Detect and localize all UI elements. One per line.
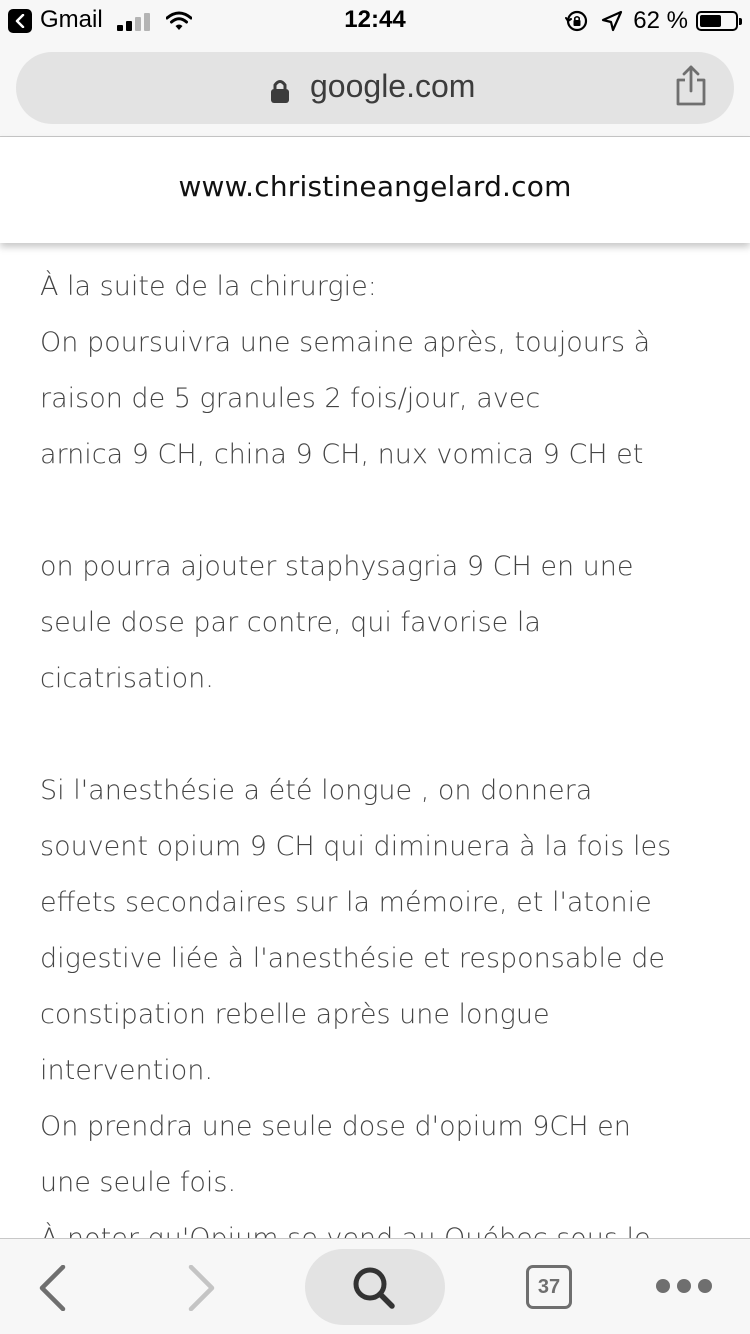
text-line: souvent opium 9 CH qui diminuera à la fois les	[40, 831, 672, 862]
text-line: une seule fois.	[40, 1167, 237, 1198]
url-domain[interactable]: google.com	[310, 68, 476, 104]
browser-url-area	[0, 42, 750, 137]
text-line: effets secondaires sur la mémoire, et l'atonie	[40, 887, 652, 918]
more-options-button[interactable]	[656, 1279, 712, 1293]
share-icon[interactable]	[674, 64, 708, 106]
location-arrow-icon	[601, 10, 623, 32]
text-line: digestive liée à l'anesthésie et responsable de	[40, 943, 665, 974]
dot-icon	[698, 1279, 712, 1293]
search-icon	[350, 1265, 400, 1313]
status-time: 12:44	[344, 6, 406, 33]
text-line: On poursuivra une semaine après, toujours à	[40, 327, 651, 358]
text-line: On prendra une seule dose d'opium 9CH en	[40, 1111, 631, 1142]
forward-button[interactable]	[184, 1265, 218, 1311]
article-body	[40, 259, 720, 1267]
text-line: raison de 5 granules 2 fois/jour, avec	[40, 383, 541, 414]
text-line: intervention.	[40, 1055, 213, 1086]
text-line: constipation rebelle après une longue	[40, 999, 550, 1030]
browser-toolbar	[0, 1238, 750, 1334]
site-header	[0, 137, 750, 243]
dot-icon	[677, 1279, 691, 1293]
text-line: Si l'anesthésie a été longue , on donnera	[40, 775, 593, 806]
lock-icon	[270, 78, 290, 104]
text-line: cicatrisation.	[40, 663, 214, 694]
status-bar	[0, 0, 750, 42]
text-line: seule dose par contre, qui favorise la	[40, 607, 541, 638]
site-title-link[interactable]: www.christineangelard.com	[178, 170, 572, 203]
rotation-lock-icon	[565, 9, 589, 33]
text-line: À la suite de la chirurgie:	[40, 271, 377, 302]
battery-percent: 62 %	[633, 7, 688, 34]
battery-fill	[700, 15, 721, 27]
search-button[interactable]	[305, 1249, 445, 1325]
battery-icon	[696, 11, 738, 31]
text-line: on pourra ajouter staphysagria 9 CH en une	[40, 551, 634, 582]
address-bar[interactable]	[16, 52, 734, 124]
back-app-label[interactable]: Gmail	[40, 6, 103, 33]
dot-icon	[656, 1279, 670, 1293]
back-button[interactable]	[36, 1265, 70, 1311]
battery-tip	[739, 18, 742, 25]
paragraph-spacer	[40, 707, 720, 763]
tabs-button[interactable]: 37	[526, 1265, 572, 1309]
text-line: arnica 9 CH, china 9 CH, nux vomica 9 CH et	[40, 439, 644, 470]
status-right-group	[565, 6, 738, 36]
paragraph-spacer	[40, 483, 720, 539]
